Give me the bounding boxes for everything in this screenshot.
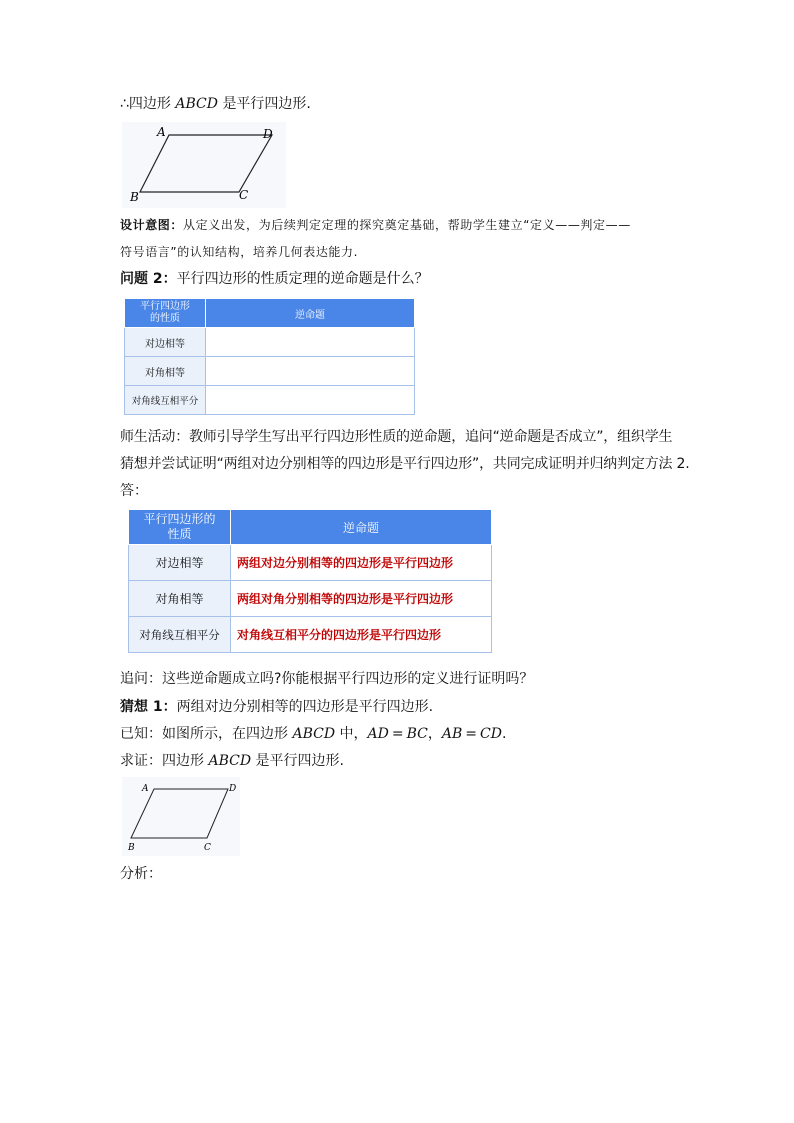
prove-prefix: 求证：四边形 (120, 753, 204, 769)
design-intent-line1 (120, 217, 631, 233)
followup-question: 追问：这些逆命题成立吗?你能根据平行四边形的定义进行证明吗？ (120, 671, 534, 687)
question-2-label: 问题 2： (120, 271, 177, 287)
parallelogram-shape-2 (131, 789, 228, 838)
activity-line1 (120, 427, 672, 447)
table2-row2-property: 对角相等 (129, 581, 231, 617)
table2-row1-converse: 两组对边分别相等的四边形是平行四边形 (231, 545, 492, 581)
given-line (120, 724, 506, 744)
given-eq1-sign: = (391, 726, 404, 742)
given-end: . (501, 726, 507, 742)
design-intent-text-1: 从定义出发，为后续判定定理的探究奠定基础，帮助学生建立“定义——判定—— (183, 218, 631, 232)
quadrilateral-var: ABCD (175, 96, 218, 112)
table2-header-property (129, 510, 231, 545)
table1-row2-converse[interactable] (206, 357, 415, 386)
conjecture-1-text: 两组对边分别相等的四边形是平行四边形. (176, 699, 434, 715)
converse-table-empty (124, 298, 415, 415)
activity-line2: 猜想并尝试证明“两组对边分别相等的四边形是平行四边形”，共同完成证明并归纳判定方法 2. (120, 456, 690, 472)
table2-header-converse: 逆命题 (231, 510, 492, 545)
prove-line (120, 751, 344, 771)
given-eq1-right: BC (406, 726, 428, 742)
vertex-a-label-2: A (142, 784, 149, 794)
table2-row3-converse: 对角线互相平分的四边形是平行四边形 (231, 617, 492, 653)
table1-header-property (125, 299, 206, 328)
conjecture-1-label: 猜想 1： (120, 699, 177, 715)
design-intent-line2: 符号语言”的认知结构，培养几何表达能力. (120, 245, 359, 259)
table1-row1-converse[interactable] (206, 328, 415, 357)
table1-header-converse: 逆命题 (206, 299, 415, 328)
given-mid: 中， (339, 726, 368, 742)
answer-label: 答： (120, 483, 148, 499)
conclusion-line (120, 94, 311, 114)
parallelogram-diagram-2 (122, 777, 240, 856)
vertex-b-label-2: B (128, 843, 135, 853)
conclusion-suffix: 是平行四边形. (222, 96, 311, 112)
table2-row3-property: 对角线互相平分 (129, 617, 231, 653)
parallelogram-figure-1 (122, 122, 286, 208)
question-2-text: 平行四边形的性质定理的逆命题是什么？ (176, 271, 429, 287)
converse-table-answer (128, 509, 492, 653)
table1-row1-property: 对边相等 (125, 328, 206, 357)
given-eq2-left: AB (441, 726, 463, 742)
table1-row3-converse[interactable] (206, 386, 415, 415)
prove-suffix: 是平行四边形. (255, 753, 344, 769)
question-2 (120, 269, 429, 289)
table2-row1-property: 对边相等 (129, 545, 231, 581)
conclusion-prefix: ∴四边形 (120, 96, 171, 112)
activity-text-1: 师生活动：教师引导学生写出平行四边形性质的逆命题，追问“逆命题是否成立”，组织学生 (120, 429, 673, 445)
parallelogram-diagram (122, 122, 286, 208)
vertex-a-label: A (157, 125, 166, 139)
vertex-b-label: B (130, 190, 139, 204)
prove-var: ABCD (208, 753, 252, 769)
table1-row2-property: 对角相等 (125, 357, 206, 386)
given-eq2-right: CD (480, 726, 502, 742)
given-var: ABCD (292, 726, 336, 742)
given-sep: ， (427, 726, 442, 742)
conjecture-1 (120, 697, 433, 717)
analysis-label: 分析： (120, 866, 162, 882)
parallelogram-shape (140, 135, 272, 192)
table2-row2-converse: 两组对角分别相等的四边形是平行四边形 (231, 581, 492, 617)
vertex-d-label: D (263, 127, 273, 141)
table1-header-property-text: 平行四边形的性质 (140, 301, 190, 324)
vertex-c-label-2: C (204, 843, 211, 853)
given-prefix: 已知：如图所示，在四边形 (120, 726, 288, 742)
table1-row3-property: 对角线互相平分 (125, 386, 206, 415)
design-intent-label: 设计意图： (120, 218, 184, 232)
given-eq1-left: AD (367, 726, 389, 742)
given-eq2-sign: = (465, 726, 477, 742)
parallelogram-figure-2 (122, 777, 240, 856)
vertex-c-label: C (239, 188, 249, 202)
table2-header-property-text: 平行四边形的性质 (143, 512, 216, 541)
vertex-d-label-2: D (229, 784, 237, 794)
